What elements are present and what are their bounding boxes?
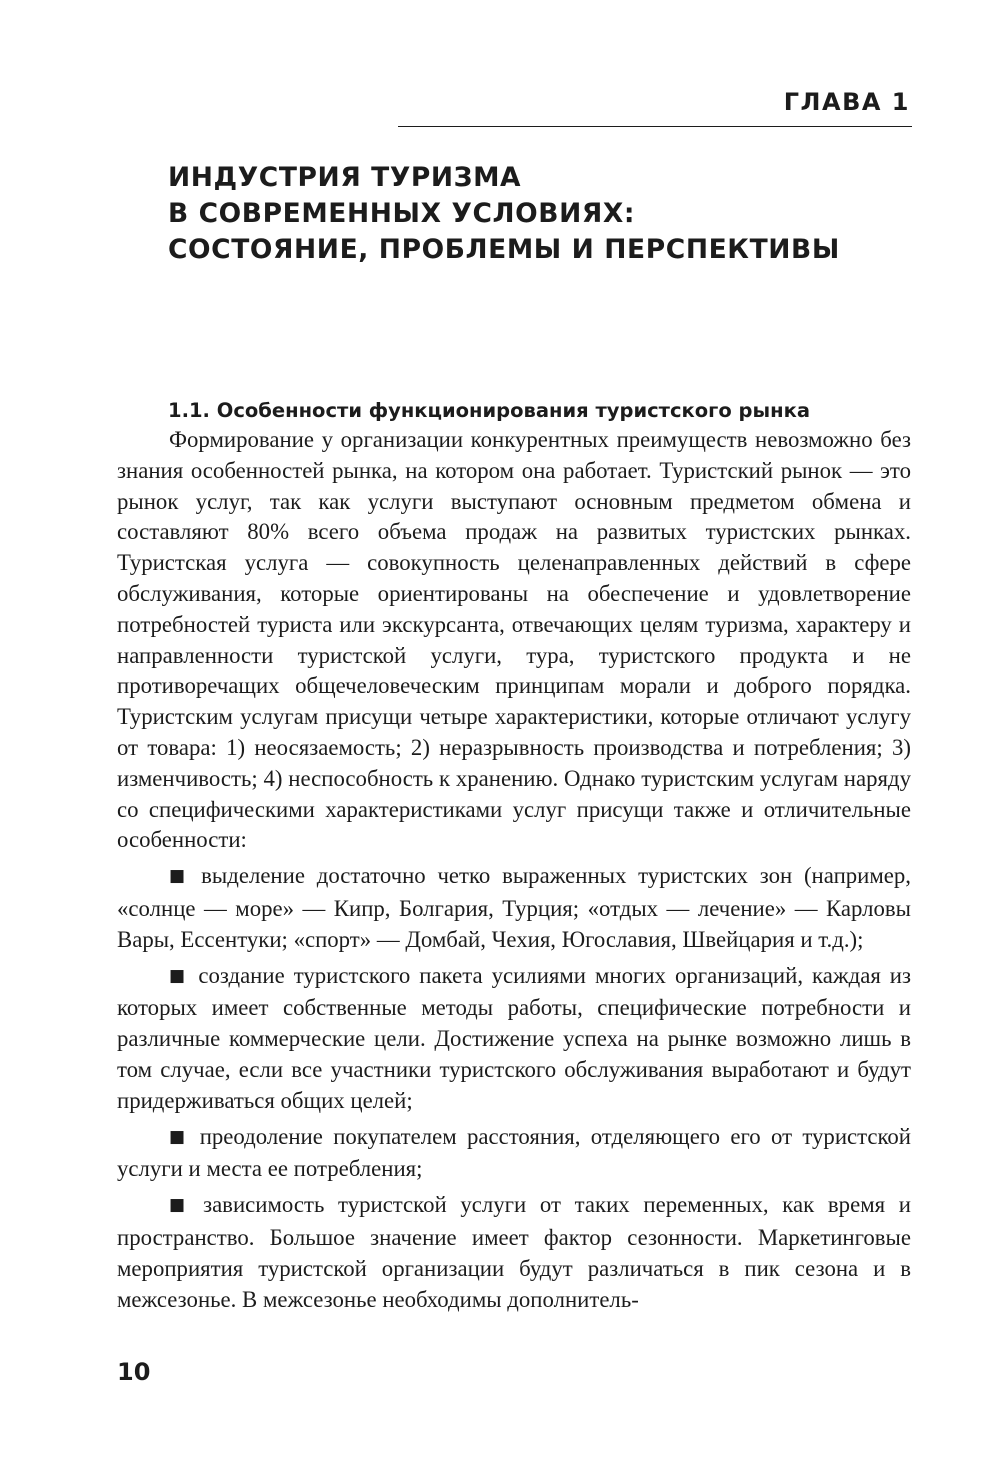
bullet-text: выделение достаточно четко выраженных туристских зон (например, «солнце — море» — Кипр, Болгария, Турция; «отдых — лечение» — Карловы Вары, Ессентуки; «спорт» — Домбай, Чехия, Югославия, Швейцария и т.д.); <box>117 863 912 952</box>
bullet-paragraph <box>117 961 911 1117</box>
square-bullet-icon: ■ <box>169 965 189 986</box>
chapter-title <box>168 160 928 268</box>
chapter-title-line: В СОВРЕМЕННЫХ УСЛОВИЯХ: <box>168 198 636 229</box>
section-heading: 1.1. Особенности функционирования туристского рынка <box>168 399 811 422</box>
bullet-paragraph <box>117 861 911 955</box>
intro-paragraph: Формирование у организации конкурентных преимуществ невозможно без знания особенностей рынка, на котором она работает. Туристский рынок — это рынок услуг, так как услуги выступают основным предметом обмена и составляют 80% всего объема продаж на развитых туристских рынках. Туристская услуга — совокупность целенаправленных действий в сфере обслуживания, которые ориентированы на обеспечение и удовлетворение потребностей туриста или экскурсанта, отвечающих целям туризма, характеру и направленности туристской услуги, тура, туристского продукта и не противоречащих общечеловеческим принципам морали и доброго порядка. Туристским услугам присущи четыре характеристики, которые отличают услугу от товара: 1) неосязаемость; 2) неразрывность производства и потребления; 3) изменчивость; 4) неспособность к хранению. Однако туристским услугам наряду со специфическими характеристиками услуг присущи также и отличительные особенности: <box>117 427 911 853</box>
square-bullet-icon: ■ <box>169 1126 190 1147</box>
bullet-text: зависимость туристской услуги от таких переменных, как время и пространство. Большое значение имеет фактор сезонности. Маркетинговые мероприятия туристской организации будут различаться в пик сезона и в межсезонье. В межсезонье необходимы дополнитель- <box>117 1192 912 1312</box>
bullet-text: создание туристского пакета усилиями многих организаций, каждая из которых имеет собственные методы работы, специфические потребности и различные коммерческие цели. Достижение успеха на рынке возможно лишь в том случае, если все участники туристского обслуживания выработают и будут придерживаться общих целей; <box>117 962 912 1113</box>
chapter-title-line: ИНДУСТРИЯ ТУРИЗМА <box>168 162 522 193</box>
page-number: 10 <box>117 1358 151 1386</box>
square-bullet-icon: ■ <box>169 1195 194 1216</box>
bullet-paragraph <box>117 1122 911 1186</box>
bullet-paragraph <box>117 1190 911 1315</box>
body-text <box>117 425 911 1315</box>
chapter-header-rule <box>398 126 912 127</box>
chapter-title-line: СОСТОЯНИЕ, ПРОБЛЕМЫ И ПЕРСПЕКТИВЫ <box>168 234 840 265</box>
bullet-text: преодоление покупателем расстояния, отделяющего его от туристской услуги и места ее потребления; <box>117 1123 912 1182</box>
square-bullet-icon: ■ <box>169 866 192 887</box>
chapter-label: ГЛАВА 1 <box>783 88 910 116</box>
